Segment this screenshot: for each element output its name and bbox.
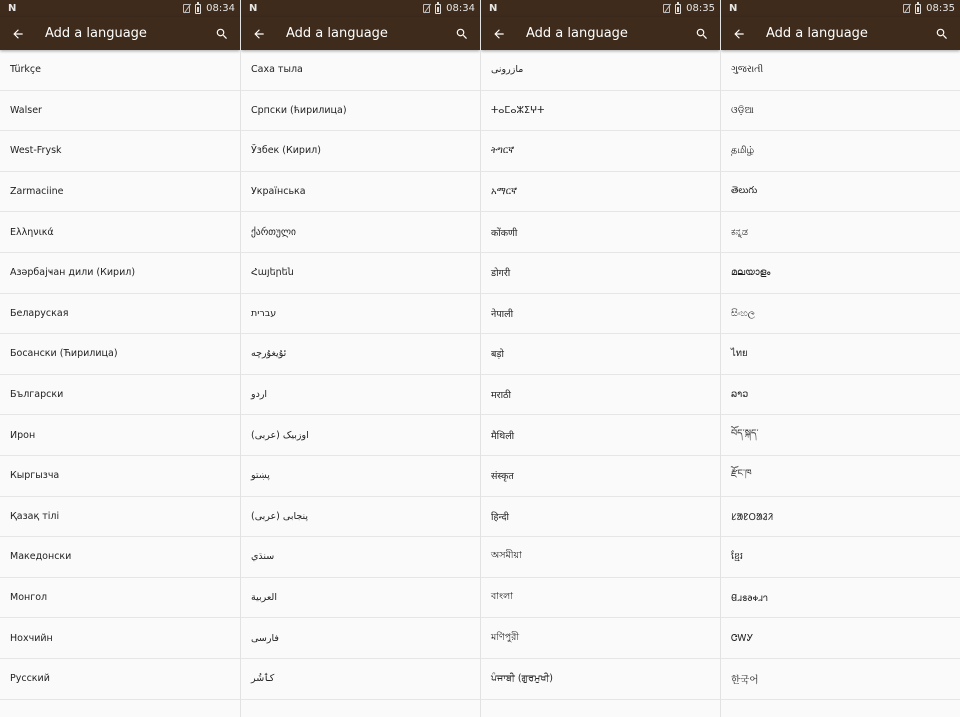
- language-label: Українська: [251, 186, 306, 198]
- no-sim-icon: [903, 4, 910, 13]
- language-label: 한국어: [731, 674, 759, 686]
- screen-1: [0, 0, 240, 717]
- language-item[interactable]: [481, 375, 720, 416]
- notification-icon: N: [8, 3, 17, 14]
- no-sim-icon: [663, 4, 670, 13]
- search-icon[interactable]: [214, 26, 230, 42]
- status-bar-right: [183, 3, 235, 14]
- app-bar: [0, 17, 240, 50]
- language-label: Հայերեն: [251, 267, 294, 279]
- language-item[interactable]: [481, 578, 720, 619]
- language-item[interactable]: [721, 294, 960, 335]
- search-icon[interactable]: [454, 26, 470, 42]
- language-item[interactable]: [481, 334, 720, 375]
- language-item[interactable]: [241, 50, 480, 91]
- language-label: ಕನ್ನಡ: [731, 226, 748, 238]
- language-label: डोगरी: [491, 268, 511, 280]
- app-bar: [481, 17, 720, 50]
- status-time: 08:35: [926, 3, 955, 14]
- language-label: فارسی: [251, 632, 279, 644]
- language-label: संस्कृत: [491, 471, 514, 483]
- language-label: नेपाली: [491, 308, 514, 320]
- language-label: West-Frysk: [10, 145, 62, 157]
- language-item[interactable]: [481, 212, 720, 253]
- language-item[interactable]: [241, 497, 480, 538]
- language-label: ⵜⴰⵎⴰⵣⵉⵖⵜ: [491, 104, 545, 116]
- battery-icon: [675, 4, 681, 14]
- language-label: ትግርኛ: [491, 145, 515, 157]
- language-label: ᱥᱟᱱᱛᱟᱲᱤ: [731, 511, 774, 523]
- language-label: سنڌي: [251, 551, 275, 563]
- status-bar-left: [8, 3, 16, 14]
- language-item[interactable]: [241, 172, 480, 213]
- language-item[interactable]: [721, 375, 960, 416]
- language-label: Азәрбајҹан дили (Кирил): [10, 267, 136, 279]
- language-item[interactable]: [481, 294, 720, 335]
- language-item[interactable]: [241, 375, 480, 416]
- language-label: Қазақ тілі: [10, 510, 60, 522]
- language-label: कोंकणी: [491, 227, 518, 239]
- status-bar: [0, 0, 240, 17]
- language-item[interactable]: [481, 253, 720, 294]
- language-item[interactable]: [0, 618, 240, 659]
- back-arrow-icon[interactable]: [731, 26, 747, 42]
- language-item[interactable]: [0, 50, 240, 91]
- language-item[interactable]: [241, 578, 480, 619]
- app-bar: [241, 17, 480, 50]
- page-title: Add a language: [526, 26, 628, 41]
- language-item[interactable]: [481, 50, 720, 91]
- back-arrow-icon[interactable]: [491, 26, 507, 42]
- language-label: Кыргызча: [10, 470, 60, 482]
- language-item[interactable]: [0, 253, 240, 294]
- language-item[interactable]: [0, 131, 240, 172]
- language-label: ᏣᎳᎩ: [731, 632, 754, 644]
- language-label: العربية: [251, 592, 277, 604]
- language-label: हिन्दी: [491, 511, 509, 523]
- language-item[interactable]: [721, 578, 960, 619]
- status-bar-left: [729, 3, 737, 14]
- search-icon[interactable]: [694, 26, 710, 42]
- language-item[interactable]: [481, 415, 720, 456]
- language-item[interactable]: [481, 456, 720, 497]
- language-label: සිංහල: [731, 307, 755, 319]
- language-item[interactable]: [241, 212, 480, 253]
- language-label: Македонски: [10, 551, 72, 563]
- language-label: Ελληνικά: [10, 226, 54, 238]
- language-label: Ўзбек (Кирил): [251, 145, 321, 157]
- language-item[interactable]: [0, 212, 240, 253]
- language-item[interactable]: [721, 253, 960, 294]
- language-label: བོད་སྐད་: [731, 427, 759, 439]
- language-item[interactable]: [0, 578, 240, 619]
- language-item[interactable]: [721, 415, 960, 456]
- language-item[interactable]: [721, 456, 960, 497]
- status-bar-right: [423, 3, 475, 14]
- language-item[interactable]: [721, 334, 960, 375]
- language-item[interactable]: [721, 172, 960, 213]
- language-label: རྫོང་ཁ: [731, 468, 752, 480]
- language-label: मैथिली: [491, 430, 515, 442]
- language-label: اوزبیک (عربی): [251, 429, 309, 441]
- language-label: ไทย: [731, 348, 748, 360]
- status-bar-right: [903, 3, 955, 14]
- language-label: Zarmaciine: [10, 186, 64, 198]
- language-list: [0, 50, 240, 700]
- language-label: Русский: [10, 673, 50, 685]
- language-list: [721, 50, 960, 700]
- language-item[interactable]: [241, 456, 480, 497]
- search-icon[interactable]: [934, 26, 950, 42]
- language-label: মণিপুরী: [491, 631, 520, 643]
- language-item[interactable]: [0, 334, 240, 375]
- language-item[interactable]: [0, 294, 240, 335]
- language-item[interactable]: [721, 50, 960, 91]
- language-item[interactable]: [721, 131, 960, 172]
- language-item[interactable]: [0, 375, 240, 416]
- language-label: বাংলা: [491, 591, 513, 603]
- back-arrow-icon[interactable]: [10, 26, 26, 42]
- language-label: बड़ो: [491, 349, 504, 361]
- language-label: ਪੰਜਾਬੀ (ਗੁਰਮੁਖੀ): [491, 673, 553, 685]
- language-item[interactable]: [721, 497, 960, 538]
- screen-4: [720, 0, 960, 717]
- status-bar: [721, 0, 960, 17]
- language-list: [241, 50, 480, 700]
- language-item[interactable]: [721, 618, 960, 659]
- language-label: پنجابی (عربی): [251, 510, 309, 522]
- language-label: پښتو: [251, 470, 270, 482]
- language-label: मराठी: [491, 390, 512, 402]
- language-label: עברית: [251, 307, 277, 319]
- language-item[interactable]: [481, 659, 720, 700]
- language-label: ئۇيغۇرچە: [251, 348, 287, 360]
- language-label: Türkçe: [10, 64, 41, 76]
- language-label: ខ្មែរ: [731, 550, 744, 562]
- language-label: 𐐔𐐯𐑅𐐨𐑉𐐯𐐻: [731, 593, 768, 605]
- language-item[interactable]: [481, 497, 720, 538]
- language-item[interactable]: [721, 659, 960, 700]
- battery-icon: [915, 4, 921, 14]
- battery-icon: [195, 4, 201, 14]
- language-label: Walser: [10, 104, 42, 116]
- language-label: Беларуская: [10, 307, 69, 319]
- language-item[interactable]: [721, 212, 960, 253]
- no-sim-icon: [423, 4, 430, 13]
- language-label: አማርኛ: [491, 186, 518, 198]
- back-arrow-icon[interactable]: [251, 26, 267, 42]
- no-sim-icon: [183, 4, 190, 13]
- language-label: Босански (Ћирилица): [10, 348, 118, 360]
- language-item[interactable]: [241, 537, 480, 578]
- page-title: Add a language: [766, 26, 868, 41]
- language-label: Нохчийн: [10, 632, 53, 644]
- status-bar: [481, 0, 720, 17]
- language-item[interactable]: [0, 456, 240, 497]
- language-label: Српски (ћирилица): [251, 104, 347, 116]
- language-label: ქართული: [251, 226, 296, 238]
- status-time: 08:34: [446, 3, 475, 14]
- language-item[interactable]: [241, 253, 480, 294]
- language-item[interactable]: [0, 172, 240, 213]
- notification-icon: N: [489, 3, 498, 14]
- status-bar-right: [663, 3, 715, 14]
- status-bar-left: [249, 3, 257, 14]
- language-label: ລາວ: [731, 389, 749, 401]
- page-title: Add a language: [286, 26, 388, 41]
- language-item[interactable]: [0, 91, 240, 132]
- status-time: 08:35: [686, 3, 715, 14]
- language-item[interactable]: [241, 294, 480, 335]
- language-item[interactable]: [241, 91, 480, 132]
- status-bar-left: [489, 3, 497, 14]
- notification-icon: N: [249, 3, 258, 14]
- notification-icon: N: [729, 3, 738, 14]
- language-item[interactable]: [241, 334, 480, 375]
- screen-3: [480, 0, 720, 717]
- language-label: Монгол: [10, 592, 48, 604]
- language-item[interactable]: [241, 659, 480, 700]
- language-item[interactable]: [481, 537, 720, 578]
- language-item[interactable]: [0, 659, 240, 700]
- language-item[interactable]: [0, 537, 240, 578]
- language-label: ଓଡ଼ିଆ: [731, 104, 754, 116]
- language-list: [481, 50, 720, 700]
- language-item[interactable]: [0, 415, 240, 456]
- screen-2: [240, 0, 480, 717]
- language-label: Български: [10, 389, 64, 401]
- language-label: മലയാളം: [731, 267, 771, 279]
- language-item[interactable]: [721, 91, 960, 132]
- language-label: తెలుగు: [731, 185, 758, 197]
- language-item[interactable]: [0, 497, 240, 538]
- language-label: অসমীয়া: [491, 550, 522, 562]
- page-title: Add a language: [45, 26, 147, 41]
- language-label: ગુજરાતી: [731, 64, 764, 76]
- battery-icon: [435, 4, 441, 14]
- language-label: اردو: [251, 389, 268, 401]
- language-label: தமிழ்: [731, 144, 755, 156]
- language-label: Ирон: [10, 429, 36, 441]
- language-item[interactable]: [481, 91, 720, 132]
- language-item[interactable]: [481, 172, 720, 213]
- language-label: کٲشُر: [251, 673, 275, 685]
- language-label: مازرونی: [491, 64, 524, 76]
- status-time: 08:34: [206, 3, 235, 14]
- status-bar: [241, 0, 480, 17]
- language-item[interactable]: [481, 131, 720, 172]
- language-item[interactable]: [241, 618, 480, 659]
- app-bar: [721, 17, 960, 50]
- language-item[interactable]: [241, 415, 480, 456]
- language-item[interactable]: [241, 131, 480, 172]
- language-label: Саха тыла: [251, 64, 303, 76]
- language-item[interactable]: [481, 618, 720, 659]
- language-item[interactable]: [721, 537, 960, 578]
